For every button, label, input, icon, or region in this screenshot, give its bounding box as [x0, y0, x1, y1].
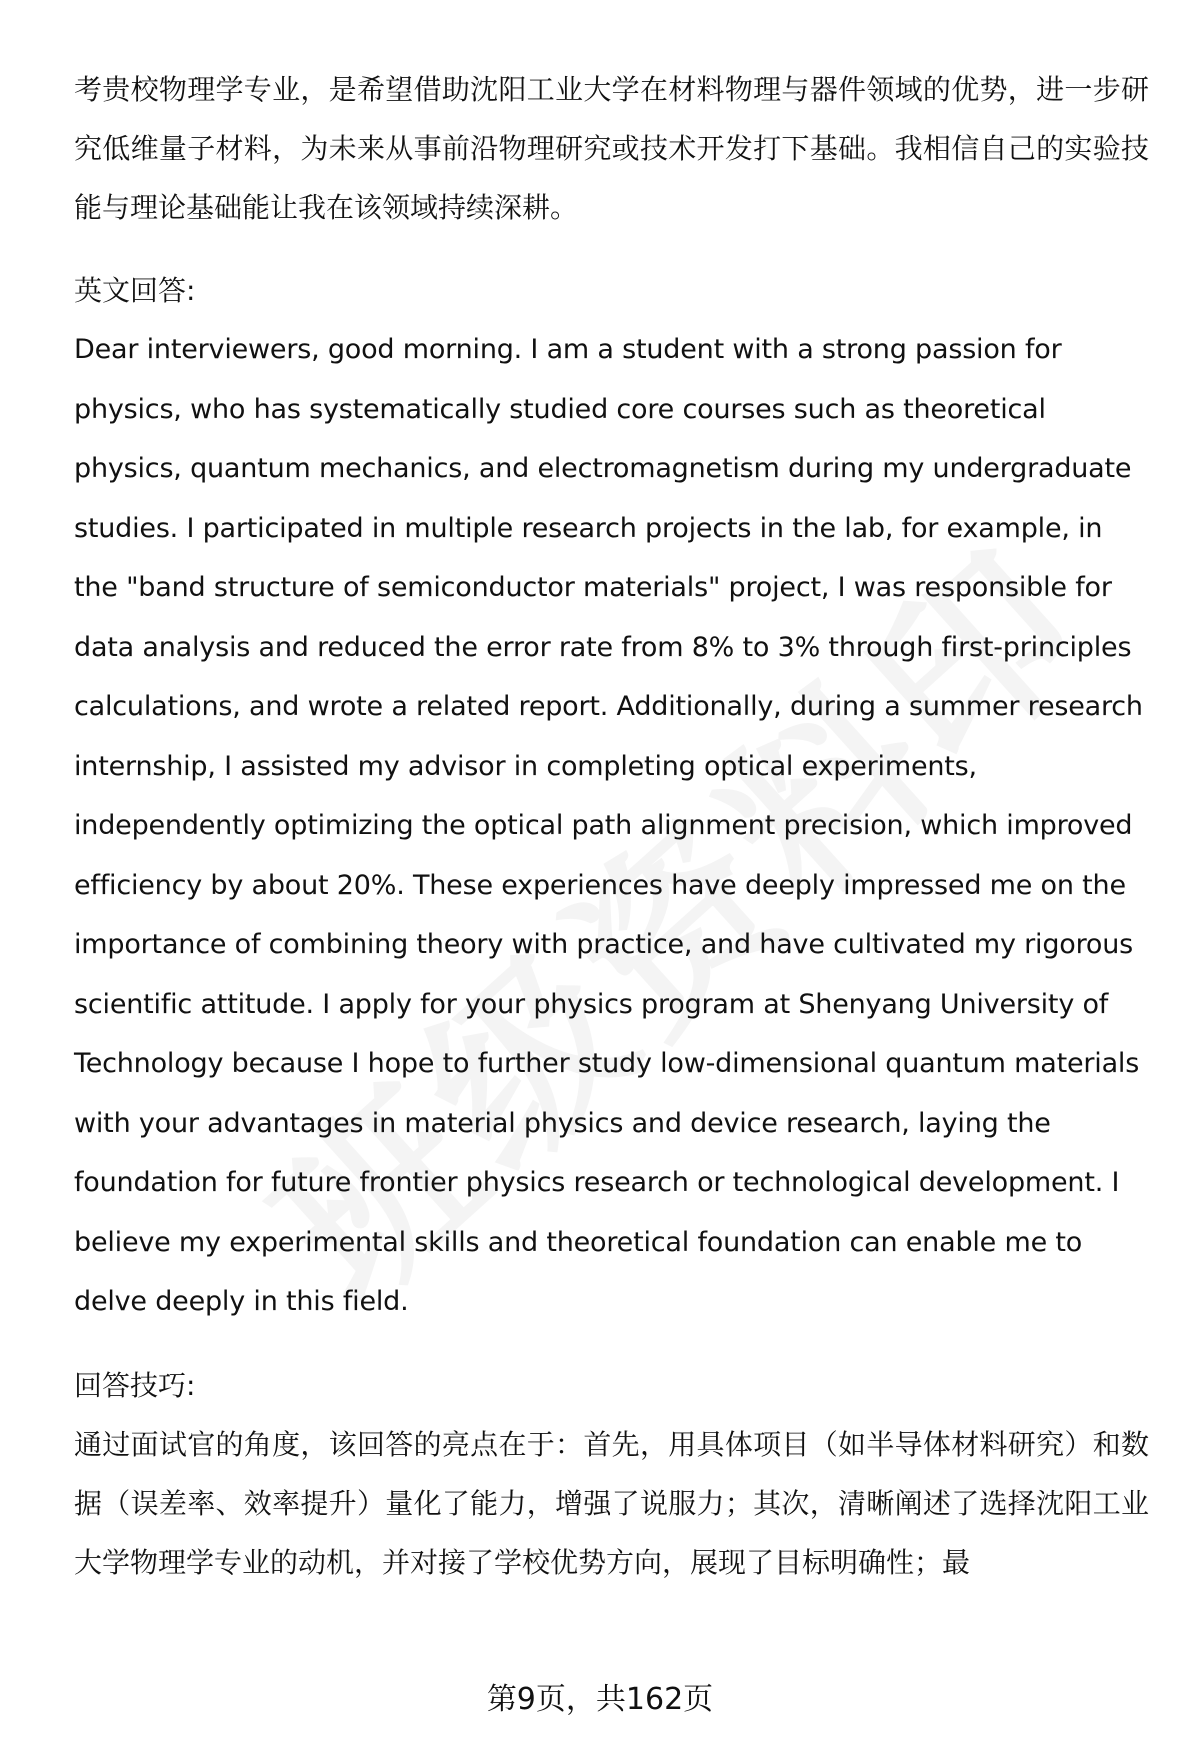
- answer-tips-label: 回答技巧:: [74, 1368, 196, 1402]
- intro-paragraph: 考贵校物理学专业，是希望借助沈阳工业大学在材料物理与器件领域的优势，进一步研究低维量子材料，为未来从事前沿物理研究或技术开发打下基础。我相信自己的实验技能与理论基础能让我在该领域持续深耕。: [74, 73, 1149, 224]
- english-answer-paragraph: Dear interviewers, good morning. I am a student with a strong passion for physics, who has systematically studied core courses such as theoretical physics, quantum mechanics, and electromagnetism during my undergraduate studies. I participated in multiple research projects in the lab, for example, in the "band structure of semiconductor materials" project, I was responsible for data analysis and reduced the error rate from 8% to 3% through first-principles calculations, and wrote a related report. Additionally, during a summer research internship, I assisted my advisor in completing optical experiments, independently optimizing the optical path alignment precision, which improved efficiency by about 20%. These experiences have deeply impressed me on the importance of combining theory with practice, and have cultivated my rigorous scientific attitude. I apply for your physics program at Shenyang University of Technology because I hope to further study low-dimensional quantum materials with your advantages in material physics and device research, laying the foundation for future frontier physics research or technological development. I believe my experimental skills and theoretical foundation can enable me to delve deeply in this field.: [74, 334, 1143, 1317]
- answer-tips-paragraph: 通过面试官的角度，该回答的亮点在于：首先，用具体项目（如半导体材料研究）和数据（误差率、效率提升）量化了能力，增强了说服力；其次，清晰阐述了选择沈阳工业大学物理学专业的动机，并对接了学校优势方向，展现了目标明确性；最: [74, 1427, 1149, 1579]
- english-answer-label: 英文回答:: [74, 274, 196, 307]
- document-body: [74, 60, 1149, 1592]
- page-number: 第9页，共162页: [486, 1682, 714, 1717]
